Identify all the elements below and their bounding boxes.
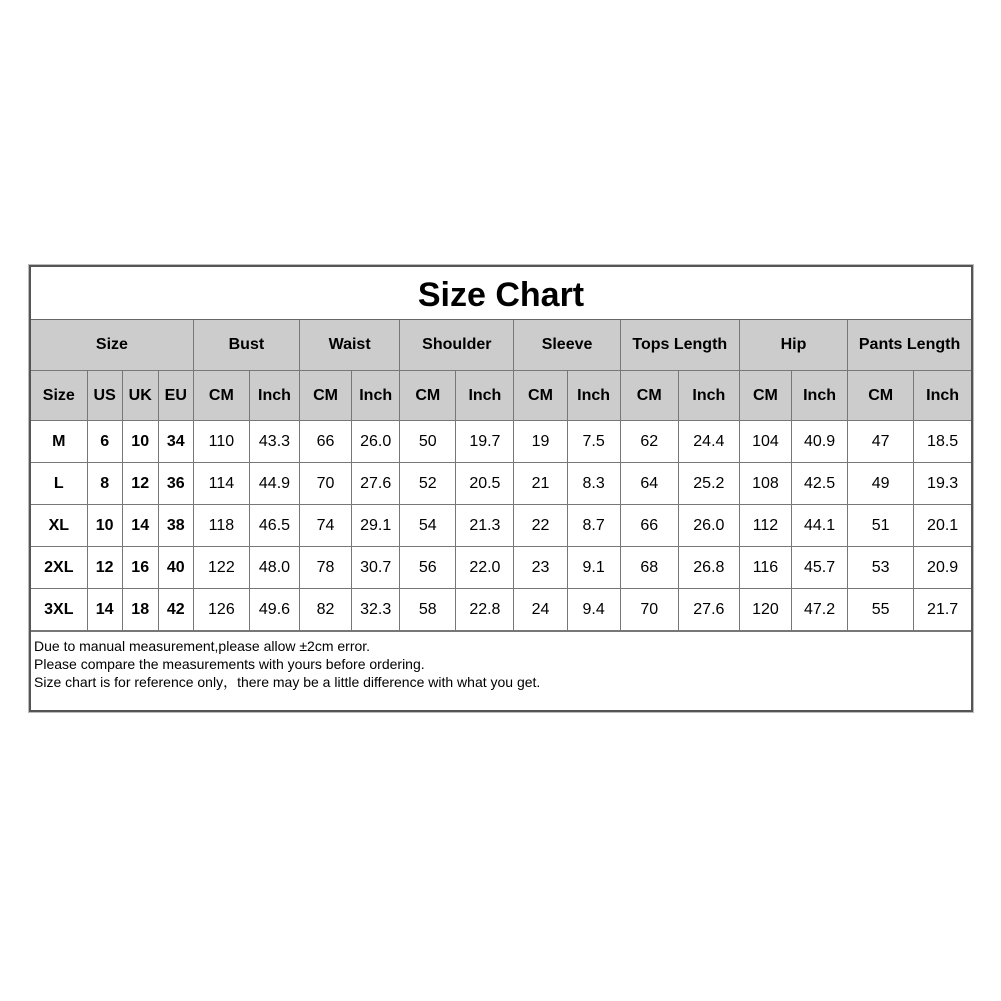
size-label-cell: L	[31, 463, 87, 505]
table-cell: 70	[300, 463, 352, 505]
table-cell: 8.3	[567, 463, 620, 505]
unit-header-cell: UK	[122, 371, 158, 421]
table-cell: 116	[739, 547, 791, 589]
table-cell: 12	[122, 463, 158, 505]
table-cell: 16	[122, 547, 158, 589]
table-cell: 68	[620, 547, 678, 589]
note-line: Please compare the measurements with yours before ordering.	[34, 656, 425, 672]
table-cell: 49.6	[249, 589, 299, 631]
size-label-cell: XL	[31, 505, 87, 547]
unit-header-cell: Inch	[567, 371, 620, 421]
table-cell: 126	[193, 589, 249, 631]
table-cell: 38	[158, 505, 193, 547]
table-cell: 114	[193, 463, 249, 505]
table-cell: 45.7	[792, 547, 848, 589]
table-cell: 34	[158, 421, 193, 463]
table-row	[31, 505, 971, 547]
table-cell: 21	[514, 463, 567, 505]
table-row	[31, 589, 971, 631]
table-cell: 30.7	[352, 547, 400, 589]
group-header-tops-length: Tops Length	[620, 320, 739, 371]
notes	[31, 631, 971, 691]
table-cell: 32.3	[352, 589, 400, 631]
unit-header-cell: Inch	[249, 371, 299, 421]
table-cell: 49	[848, 463, 914, 505]
table-cell: 44.1	[792, 505, 848, 547]
group-header-hip: Hip	[739, 320, 847, 371]
table-cell: 52	[400, 463, 456, 505]
table-cell: 26.0	[352, 421, 400, 463]
table-cell: 20.5	[456, 463, 514, 505]
table-cell: 19.3	[914, 463, 971, 505]
table-cell: 104	[739, 421, 791, 463]
table-row	[31, 547, 971, 589]
unit-header-cell: CM	[514, 371, 567, 421]
table-cell: 120	[739, 589, 791, 631]
table-cell: 25.2	[678, 463, 739, 505]
table-row	[31, 463, 971, 505]
table-cell: 66	[300, 421, 352, 463]
table-cell: 122	[193, 547, 249, 589]
table-cell: 18.5	[914, 421, 971, 463]
table-cell: 29.1	[352, 505, 400, 547]
table-cell: 19.7	[456, 421, 514, 463]
size-label-cell: 3XL	[31, 589, 87, 631]
table-cell: 8.7	[567, 505, 620, 547]
table-cell: 26.8	[678, 547, 739, 589]
size-label-cell: M	[31, 421, 87, 463]
table-cell: 53	[848, 547, 914, 589]
table-cell: 43.3	[249, 421, 299, 463]
table-cell: 20.1	[914, 505, 971, 547]
table-cell: 10	[87, 505, 122, 547]
table-cell: 22	[514, 505, 567, 547]
table-cell: 51	[848, 505, 914, 547]
unit-header-cell: CM	[193, 371, 249, 421]
table-cell: 74	[300, 505, 352, 547]
table-cell: 42.5	[792, 463, 848, 505]
table-cell: 14	[122, 505, 158, 547]
table-cell: 14	[87, 589, 122, 631]
unit-header-cell: Inch	[678, 371, 739, 421]
table-cell: 40	[158, 547, 193, 589]
table-cell: 70	[620, 589, 678, 631]
unit-header-cell: Inch	[456, 371, 514, 421]
table-cell: 44.9	[249, 463, 299, 505]
note-line: Due to manual measurement,please allow ±2cm error.	[34, 638, 371, 654]
table-cell: 50	[400, 421, 456, 463]
table-cell: 108	[739, 463, 791, 505]
table-cell: 6	[87, 421, 122, 463]
unit-header-cell: Inch	[914, 371, 971, 421]
table-row	[31, 421, 971, 463]
table-cell: 8	[87, 463, 122, 505]
table-cell: 9.1	[567, 547, 620, 589]
table-cell: 54	[400, 505, 456, 547]
group-header-pants-length: Pants Length	[848, 320, 971, 371]
table-cell: 47.2	[792, 589, 848, 631]
group-header-bust: Bust	[193, 320, 299, 371]
table-cell: 26.0	[678, 505, 739, 547]
table-cell: 24.4	[678, 421, 739, 463]
table-cell: 42	[158, 589, 193, 631]
unit-header-cell: US	[87, 371, 122, 421]
table-cell: 40.9	[792, 421, 848, 463]
table-cell: 47	[848, 421, 914, 463]
table-cell: 36	[158, 463, 193, 505]
table-cell: 58	[400, 589, 456, 631]
table-cell: 118	[193, 505, 249, 547]
table-cell: 27.6	[678, 589, 739, 631]
table-cell: 82	[300, 589, 352, 631]
group-header-sleeve: Sleeve	[514, 320, 620, 371]
table-cell: 56	[400, 547, 456, 589]
unit-header-cell: EU	[158, 371, 193, 421]
table-cell: 18	[122, 589, 158, 631]
unit-header-cell: Inch	[352, 371, 400, 421]
size-table-body	[31, 421, 971, 631]
chart-title: Size Chart	[31, 267, 971, 320]
group-header-row	[31, 320, 971, 371]
unit-header-cell: CM	[400, 371, 456, 421]
table-cell: 22.0	[456, 547, 514, 589]
table-cell: 21.3	[456, 505, 514, 547]
table-cell: 27.6	[352, 463, 400, 505]
unit-header-cell: CM	[739, 371, 791, 421]
unit-header-cell: CM	[620, 371, 678, 421]
group-header-size: Size	[31, 320, 193, 371]
table-cell: 78	[300, 547, 352, 589]
table-cell: 7.5	[567, 421, 620, 463]
table-cell: 22.8	[456, 589, 514, 631]
table-cell: 46.5	[249, 505, 299, 547]
table-cell: 20.9	[914, 547, 971, 589]
table-cell: 19	[514, 421, 567, 463]
note-line: Size chart is for reference only，there may be a little difference with what you get.	[34, 674, 541, 690]
size-table	[31, 320, 971, 631]
unit-header-cell: Inch	[792, 371, 848, 421]
group-header-waist: Waist	[300, 320, 400, 371]
unit-header-cell: Size	[31, 371, 87, 421]
table-cell: 64	[620, 463, 678, 505]
table-cell: 21.7	[914, 589, 971, 631]
table-cell: 23	[514, 547, 567, 589]
table-cell: 55	[848, 589, 914, 631]
table-cell: 12	[87, 547, 122, 589]
unit-header-cell: CM	[300, 371, 352, 421]
table-cell: 24	[514, 589, 567, 631]
unit-header-row	[31, 371, 971, 421]
table-cell: 10	[122, 421, 158, 463]
table-cell: 110	[193, 421, 249, 463]
table-cell: 62	[620, 421, 678, 463]
table-cell: 48.0	[249, 547, 299, 589]
unit-header-cell: CM	[848, 371, 914, 421]
size-chart-frame	[29, 265, 973, 712]
table-cell: 66	[620, 505, 678, 547]
table-cell: 112	[739, 505, 791, 547]
table-cell: 9.4	[567, 589, 620, 631]
group-header-shoulder: Shoulder	[400, 320, 514, 371]
size-label-cell: 2XL	[31, 547, 87, 589]
